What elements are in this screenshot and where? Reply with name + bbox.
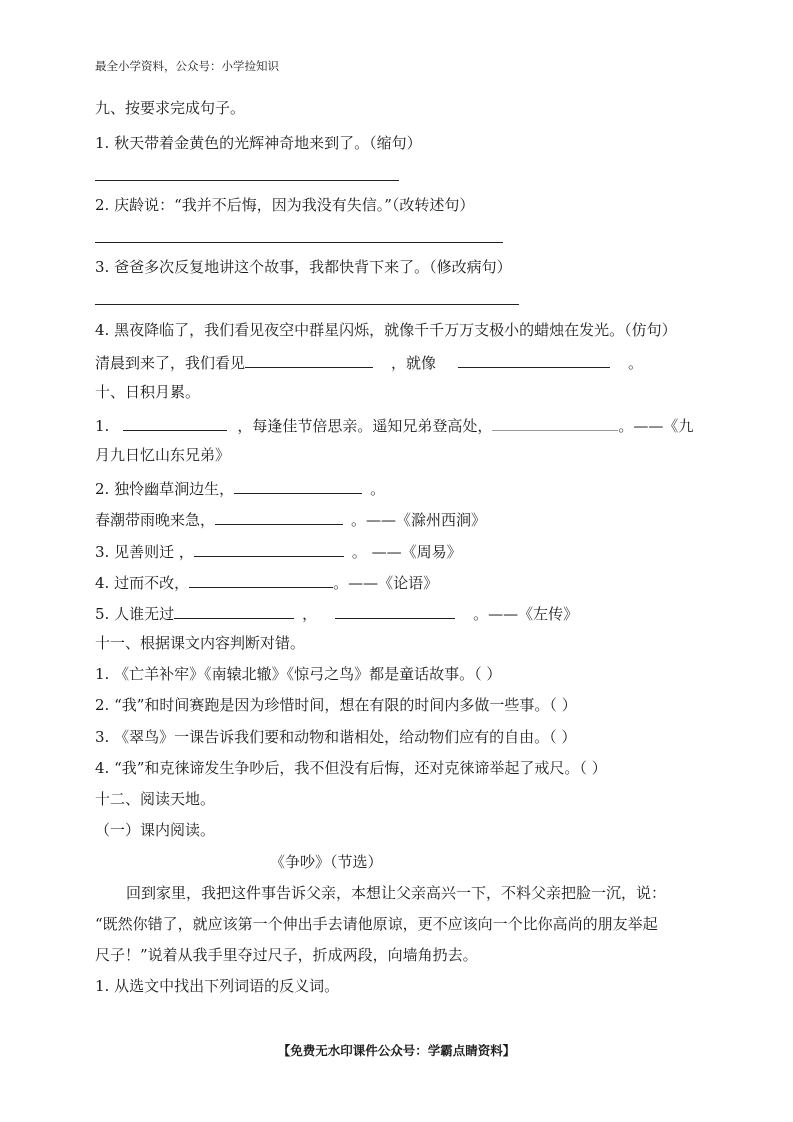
poem-text: 春潮带雨晚来急， (95, 511, 216, 529)
poem-text: 2. 独怜幽草涧边生， (95, 480, 235, 498)
sec9-question-4: 4. 黑夜降临了，我们看见夜空中群星闪烁，就像千千万万支极小的蜡烛在发光。（仿句） (95, 321, 677, 339)
judge-item-2[interactable]: 2. “我”和时间赛跑是因为珍惜时间，想在有限的时间内多做一些事。（ ） (95, 696, 577, 714)
fill-blank[interactable] (174, 602, 294, 619)
poem-source: 。——《滁州西涧》 (351, 511, 487, 529)
sec9-question-2: 2. 庆龄说：“我并不后悔，因为我没有失信。”（改转述句） (95, 196, 475, 214)
poem-source: 。——《九 (618, 417, 694, 435)
section-11-title: 十一、根据课文内容判断对错。 (95, 634, 306, 652)
passage-line-3: 尺子！”说着从我手里夺过尺子，折成两段，向墙角扔去。 (95, 946, 478, 964)
section-12-title: 十二、阅读天地。 (95, 790, 216, 808)
poem-text: ，每逢佳节倍思亲。遥知兄弟登高处， (237, 417, 493, 435)
poem-text: 5. 人谁无过 (95, 605, 175, 623)
fill-blank[interactable] (123, 414, 227, 431)
fill-blank[interactable] (245, 351, 373, 368)
sec10-line-2 (95, 477, 385, 499)
sec10-line-3 (95, 508, 486, 530)
sec10-line-1 (95, 414, 693, 436)
poem-source: 。 ——《周易》 (351, 543, 462, 561)
section-9-title: 九、按要求完成句子。 (95, 99, 246, 117)
judge-item-4[interactable]: 4. “我”和克徕谛发生争吵后，我不但没有后悔，还对克徕谛举起了戒尺。（ ） (95, 759, 607, 777)
page-footer: 【免费无水印课件公众号：学霸点睛资料】 (277, 1043, 516, 1058)
passage-line-2: “既然你错了，就应该第一个伸出手去请他原谅，更不应该向一个比你高尚的朋友举起 (95, 915, 658, 933)
reading-question-1: 1. 从选文中找出下列词语的反义词。 (95, 977, 340, 995)
poem-source: 。——《论语》 (333, 574, 439, 592)
answer-line-3[interactable] (95, 304, 519, 305)
fill-blank[interactable] (194, 540, 344, 557)
reading-subtitle: （一）课内阅读。 (95, 821, 216, 839)
q4b-text-3: 。 (628, 354, 644, 372)
fill-blank[interactable] (492, 414, 618, 431)
answer-line-1[interactable] (95, 180, 399, 181)
fill-blank[interactable] (458, 351, 610, 368)
fill-blank[interactable] (335, 602, 455, 619)
passage-line-1: 回到家里，我把这件事告诉父亲，本想让父亲高兴一下，不料父亲把脸一沉，说： (126, 884, 667, 902)
q4b-text-1: 清晨到来了，我们看见 (95, 354, 246, 372)
sec9-question-3: 3. 爸爸多次反复地讲这个故事，我都快背下来了。（修改病句） (95, 258, 512, 276)
passage-title: 《争吵》（节选） (270, 853, 383, 871)
section-10-title: 十、日积月累。 (95, 383, 201, 401)
sec10-line-5 (95, 571, 438, 593)
sec10-line-6 (95, 602, 578, 624)
sec10-line-4 (95, 540, 462, 562)
sec9-question-1: 1. 秋天带着金黄色的光辉神奇地来到了。（缩句） (95, 134, 422, 152)
q4b-text-2: ，就像 (391, 354, 437, 372)
poem-source: 。——《左传》 (473, 605, 579, 623)
fill-blank[interactable] (189, 571, 333, 588)
sec10-line-1-cont: 月九日忆山东兄弟》 (95, 446, 231, 464)
poem-text: 3. 见善则迁 ， (95, 543, 194, 561)
fill-blank[interactable] (215, 508, 343, 525)
page-header: 最全小学资料，公众号：小学捡知识 (95, 59, 279, 73)
poem-text: 。 (370, 480, 386, 498)
sec9-question-4-imitation (95, 351, 643, 373)
fill-blank[interactable] (234, 477, 362, 494)
poem-text: 4. 过而不改， (95, 574, 190, 592)
item-number: 1. (95, 417, 110, 435)
judge-item-3[interactable]: 3. 《翠鸟》一课告诉我们要和动物和谐相处，给动物们应有的自由。（ ） (95, 728, 577, 746)
answer-line-2[interactable] (95, 242, 503, 243)
poem-text: ， (302, 605, 318, 623)
judge-item-1[interactable]: 1. 《亡羊补牢》《南辕北辙》《惊弓之鸟》都是童话故事。（ ） (95, 665, 502, 683)
